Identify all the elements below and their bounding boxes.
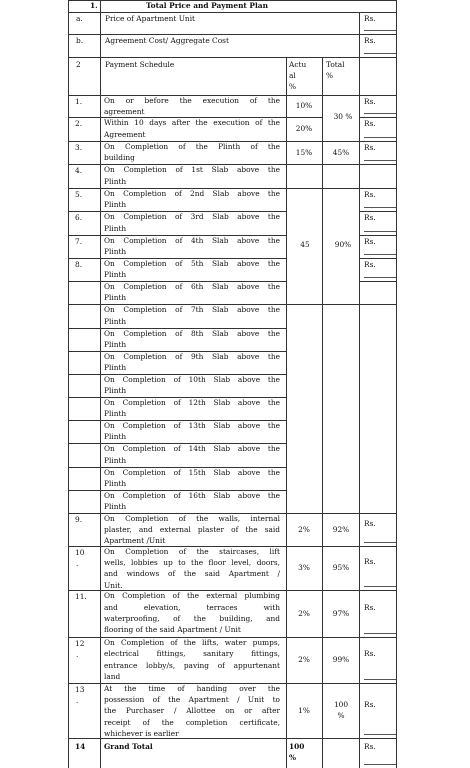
amount-blank (364, 113, 396, 114)
schedule-text: Plinth (104, 200, 127, 209)
total-percent: 97% (332, 608, 350, 618)
schedule-text: Agreement (104, 129, 146, 139)
row-number: 7. (75, 237, 83, 246)
header-total: % (326, 71, 334, 80)
schedule-text: waterproofing, of the building, and (104, 614, 280, 623)
rule (100, 141, 101, 164)
rule (286, 258, 287, 281)
actual-percent: 2% (298, 655, 310, 664)
schedule-text: Unit. (104, 580, 123, 590)
row-label: Price of Apartment Unit (105, 14, 196, 23)
section-title: Total Price and Payment Plan (146, 1, 268, 10)
schedule-text: Plinth (104, 455, 127, 465)
rule (100, 0, 101, 12)
rule (100, 683, 101, 738)
amount-blank (364, 586, 396, 587)
amount-label: Rs. (364, 119, 376, 128)
amount-blank (364, 764, 396, 765)
rule (286, 304, 287, 328)
schedule-text: On Completion of 3rd Slab above the (104, 212, 280, 222)
rule (322, 188, 323, 490)
rule (359, 738, 360, 768)
rule (286, 57, 287, 95)
rule (359, 281, 397, 282)
rule (322, 490, 323, 513)
rule (322, 141, 323, 164)
rule (100, 258, 101, 281)
rule (286, 683, 287, 738)
rule (322, 738, 323, 768)
schedule-text: On Completion of 16th Slab above the (104, 490, 280, 500)
amount-label: Rs. (364, 602, 376, 612)
rule (286, 281, 287, 304)
amount-label: Rs. (364, 143, 376, 152)
rule (100, 235, 101, 258)
rule (359, 513, 360, 546)
schedule-text: Plinth (104, 316, 127, 326)
schedule-text: On Completion of 1st Slab above the (104, 165, 280, 175)
rule (286, 637, 287, 683)
schedule-text: possession of the Apartment / Unit to (104, 694, 280, 704)
header-actual: Actu (289, 60, 307, 69)
schedule-text: At the time of handing over the (104, 683, 280, 693)
schedule-text: Plinth (104, 479, 127, 488)
schedule-text: On Completion of 9th Slab above the (104, 351, 280, 361)
rule (100, 351, 101, 374)
merged-total: 30 % (333, 112, 353, 121)
schedule-text: On Completion of 12th Slab above the (104, 397, 280, 407)
rule (286, 328, 287, 351)
schedule-text: Plinth (104, 270, 127, 279)
rule (100, 467, 101, 490)
schedule-text: building (104, 153, 135, 162)
rule (100, 164, 101, 188)
row-number: 2. (75, 119, 83, 128)
rule (68, 57, 397, 58)
rule (286, 211, 287, 235)
schedule-text: Within 10 days after the execution of the (104, 118, 280, 128)
rule (286, 467, 287, 490)
rule (359, 683, 360, 738)
header-actual: % (289, 82, 297, 91)
rule (359, 188, 360, 490)
schedule-text: On Completion of 14th Slab above the (104, 444, 280, 454)
rule (286, 546, 287, 590)
amount-label: Rs. (364, 237, 376, 246)
schedule-text: On Completion of 10th Slab above the (104, 374, 280, 384)
row-number: 13 (75, 685, 85, 694)
rule (322, 683, 323, 738)
rule (359, 141, 360, 164)
rule (322, 513, 323, 546)
schedule-text: whichever is earlier (104, 729, 179, 739)
schedule-text: Plinth (104, 409, 127, 418)
amount-label: Rs. (364, 190, 376, 199)
rule (396, 0, 397, 768)
amount-blank (364, 160, 396, 161)
schedule-text: On Completion of the lifts, water pumps, (104, 637, 280, 647)
schedule-text: On Completion of 6th Slab above the (104, 281, 280, 291)
total-percent: 45% (332, 147, 350, 157)
amount-blank (364, 277, 396, 278)
amount-label: Rs. (364, 699, 376, 709)
schedule-text: On or before the execution of the (104, 95, 280, 105)
rule (100, 420, 101, 443)
actual-percent: 2% (298, 524, 310, 534)
amount-label: Rs. (364, 260, 376, 269)
schedule-text: entrance lobby/s, paving of appurtenant (104, 660, 280, 670)
schedule-text: Plinth (104, 247, 127, 256)
header-label: Payment Schedule (105, 60, 175, 69)
amount-label: Rs. (364, 14, 376, 23)
rule (100, 490, 101, 513)
schedule-text: Plinth (104, 363, 127, 372)
schedule-text: Plinth (104, 223, 127, 233)
rule (68, 0, 69, 768)
rule (322, 637, 323, 683)
total-percent: 92% (332, 524, 350, 534)
schedule-text: On Completion of 8th Slab above the (104, 328, 280, 338)
rule (100, 117, 101, 141)
schedule-text: Plinth (104, 176, 127, 186)
rule (322, 57, 323, 95)
rule (100, 211, 101, 235)
rule (100, 513, 101, 546)
rule (286, 443, 287, 467)
amount-label: Rs. (364, 97, 376, 106)
rule (322, 117, 323, 141)
rule (286, 397, 287, 420)
schedule-text: Plinth (104, 432, 127, 441)
merged-total: 90% (334, 240, 352, 249)
rule (100, 637, 101, 683)
row-number: 6. (75, 213, 83, 222)
amount-blank (364, 254, 396, 255)
schedule-text: and elevation, terraces with (104, 602, 280, 612)
amount-blank (364, 231, 396, 232)
schedule-text: Plinth (104, 340, 127, 349)
total-percent: % (337, 710, 345, 720)
rule (100, 95, 101, 117)
amount-blank (364, 633, 396, 634)
row-number: 8. (75, 260, 83, 269)
rule (286, 188, 287, 211)
amount-blank (364, 679, 396, 680)
amount-label: Rs. (364, 557, 376, 566)
amount-label: Rs. (364, 518, 376, 528)
rule (359, 590, 360, 637)
schedule-text: On Completion of the Plinth of the (104, 141, 280, 151)
rule (359, 164, 360, 188)
rule (286, 374, 287, 397)
actual-percent: 3% (298, 563, 310, 572)
schedule-text: Plinth (104, 386, 127, 395)
rule (286, 738, 287, 768)
amount-label: Rs. (364, 36, 376, 45)
rule (100, 281, 101, 304)
rule (100, 590, 101, 637)
rule (286, 590, 287, 637)
rule (359, 12, 360, 34)
rule (359, 34, 360, 57)
row-number: 9. (75, 515, 83, 524)
row-number: 4. (75, 166, 83, 175)
actual-percent: 15% (295, 147, 313, 157)
amount-blank (364, 207, 396, 208)
grand-total-label: Grand Total (104, 742, 153, 751)
rule (359, 490, 360, 513)
rule (100, 328, 101, 351)
schedule-text: and windows of the said Apartment / (104, 569, 280, 579)
schedule-text: electrical fittings, sanitary fittings, (104, 649, 280, 659)
rule (359, 637, 360, 683)
header-number: 2 (76, 60, 81, 69)
rule (100, 304, 101, 328)
schedule-text: On Completion of 4th Slab above the (104, 235, 280, 245)
row-number: 1. (75, 97, 83, 106)
rule (286, 164, 287, 188)
schedule-text: On Completion of 15th Slab above the (104, 467, 280, 477)
grand-total-percent: 100 (289, 742, 305, 751)
schedule-text: Plinth (104, 293, 127, 302)
rule (100, 397, 101, 420)
schedule-text: On Completion of the walls, internal (104, 513, 280, 523)
actual-percent: 2% (298, 608, 310, 618)
amount-blank (364, 30, 396, 31)
row-label: Agreement Cost/ Aggregate Cost (105, 36, 229, 45)
actual-percent: 10% (295, 101, 313, 110)
rule (100, 546, 101, 590)
schedule-text: Apartment /Unit (104, 536, 166, 546)
rule (286, 117, 287, 141)
rule (68, 738, 397, 739)
schedule-text: flooring of the said Apartment / Unit (104, 625, 241, 635)
total-percent: 100 (333, 699, 349, 709)
amount-label: Rs. (364, 213, 376, 222)
amount-blank (364, 542, 396, 543)
rule (100, 374, 101, 397)
rule (286, 420, 287, 443)
schedule-text: On Completion of 7th Slab above the (104, 305, 280, 315)
rule (322, 164, 323, 188)
schedule-text: plaster, and external plaster of the said (104, 524, 280, 534)
amount-blank (364, 53, 396, 54)
rule (286, 513, 287, 546)
row-number: a. (76, 14, 83, 23)
header-actual: al (289, 71, 296, 80)
schedule-text: Plinth (104, 502, 127, 511)
grand-total-percent: % (289, 753, 297, 762)
actual-percent: 20% (295, 124, 313, 133)
row-number: 3. (75, 143, 83, 152)
rule (100, 188, 101, 211)
payment-plan-table (68, 0, 396, 768)
schedule-text: the Purchaser / Allottee on or after (104, 706, 280, 716)
total-percent: 99% (332, 655, 350, 664)
rule (322, 546, 323, 590)
schedule-text: On Completion of the staircases, lift (104, 546, 280, 556)
schedule-text: receipt of the completion certificate, (104, 717, 280, 727)
rule (359, 57, 360, 95)
row-number: 5. (75, 190, 83, 199)
row-number: 10 (75, 548, 85, 557)
rule (286, 141, 287, 164)
section-number: 1. (90, 1, 98, 10)
rule (322, 95, 323, 117)
rule (100, 443, 101, 467)
amount-label: Rs. (364, 742, 376, 751)
actual-percent: 1% (298, 705, 310, 715)
row-number: 11. (75, 592, 87, 601)
rule (286, 490, 287, 513)
merged-actual: 45 (300, 240, 310, 249)
rule (286, 351, 287, 374)
row-number: 12 (75, 639, 85, 648)
row-number: b. (76, 36, 84, 45)
rule (359, 546, 360, 590)
rule (286, 235, 287, 258)
rule (286, 95, 287, 117)
amount-label: Rs. (364, 649, 376, 658)
schedule-text: On Completion of the external plumbing (104, 591, 280, 601)
header-total: Total (326, 60, 345, 69)
grand-total-number: 14 (75, 742, 86, 751)
schedule-text: wells, lobbies up to the floor level, doors, (104, 557, 280, 567)
schedule-text: land (104, 671, 121, 681)
total-percent: 95% (332, 563, 350, 572)
amount-blank (364, 734, 396, 735)
schedule-text: On Completion of 5th Slab above the (104, 258, 280, 268)
schedule-text: agreement (104, 106, 145, 116)
rule (322, 590, 323, 637)
schedule-text: On Completion of 13th Slab above the (104, 420, 280, 430)
amount-blank (364, 137, 396, 138)
row-number: . (76, 559, 79, 568)
row-number: . (76, 650, 79, 659)
schedule-text: On Completion of 2nd Slab above the (104, 188, 280, 198)
row-number: . (76, 696, 79, 705)
